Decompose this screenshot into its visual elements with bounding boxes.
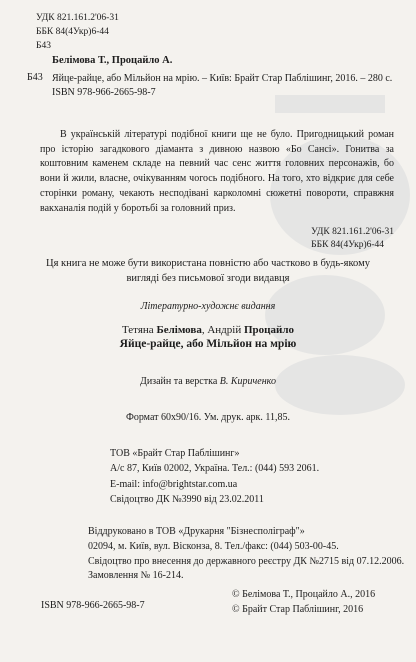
- author1-last-name: Белімова: [156, 324, 202, 336]
- order-number: Замовлення № 16-214.: [88, 570, 184, 582]
- edition-type: Літературно-художнє видання: [140, 301, 276, 312]
- author2-last-name: Процайло: [243, 324, 294, 336]
- printer-certificate: Свідоцтво про внесення до державного реєстру ДК №2715 від 07.12.2006.: [88, 555, 405, 567]
- author1-first-name: Тетяна: [122, 324, 157, 336]
- publisher-name: ТОВ «Брайт Стар Паблішинг»: [110, 448, 240, 459]
- author-mark-side: Б43: [27, 72, 43, 83]
- rights-notice: Ця книга не може бути використана повністю або частково в будь-якому вигляді без письмової згоди видавця: [46, 258, 370, 284]
- publisher-email: E-mail: info@brightstar.com.ua: [110, 478, 238, 490]
- authors-separator: , Андрій: [201, 324, 244, 336]
- udc-code-right: УДК 821.161.2'06-31: [311, 227, 394, 237]
- design-credit: [30, 376, 386, 387]
- copyright-block: [232, 587, 375, 617]
- bbk-code-right: ББК 84(4Укр)6-44: [311, 240, 385, 250]
- copyright-authors: © Белімова Т., Процайло А., 2016: [232, 589, 376, 600]
- design-label: Дизайн та верстка: [140, 376, 220, 387]
- designer-name: В. Кириченко: [219, 376, 276, 387]
- publisher-address: А/с 87, Київ 02002, Україна. Тел.: (044) 593 2061.: [110, 463, 320, 475]
- author-heading: Белімова Т., Процайло А.: [52, 55, 173, 66]
- bbk-code: ББК 84(4Укр)6-44: [36, 27, 109, 37]
- printer-address: 02094, м. Київ, вул. Вісконза, 8. Тел./факс: (044) 503-00-45.: [88, 540, 339, 552]
- copyright-publisher: © Брайт Стар Паблішинг, 2016: [232, 604, 364, 615]
- printer-info: [88, 525, 408, 584]
- format-info: Формат 60х90/16. Ум. друк. арк. 11,85.: [125, 412, 291, 423]
- book-title: Яйце-райце, або Мільйон на мрію: [119, 338, 297, 350]
- printer-name: Віддруковано в ТОВ «Друкарня "Бізнесполіграф"»: [88, 526, 305, 537]
- udc-code: УДК 821.161.2'06-31: [36, 13, 119, 23]
- udc-bbk-right: [311, 226, 394, 252]
- isbn-top: ISBN 978-966-2665-98-7: [52, 87, 156, 98]
- authors-line: [30, 324, 386, 336]
- annotation-paragraph: В українській літературі подібної книги ще не було. Пригодницький роман про історію загадкового діаманта з дивною назвою «Бо Сансі». Гонитва за коштовним каменем складе на певний час сенс життя головних персонажів, бо вони й жили, власне, очікуванням чогось подібного. На того, хто відкриє для себе сторінки роману, чекають несподівані карколомні сюжетні повороти, справжня вакханалія подій у боротьбі за головний приз.: [40, 129, 394, 214]
- bibliographic-record: [52, 72, 404, 100]
- publisher-certificate: Свідоцтво ДК №3990 від 23.02.2011: [110, 493, 264, 505]
- author-mark: Б43: [36, 41, 51, 51]
- publisher-info: [110, 446, 410, 507]
- udc-bbk-top: [36, 11, 119, 53]
- isbn-bottom: ISBN 978-966-2665-98-7: [41, 600, 145, 611]
- bibliographic-text: Яйце-райце, або Мільйон на мрію. – Київ: Брайт Стар Паблішинг, 2016. – 280 с.: [52, 73, 393, 84]
